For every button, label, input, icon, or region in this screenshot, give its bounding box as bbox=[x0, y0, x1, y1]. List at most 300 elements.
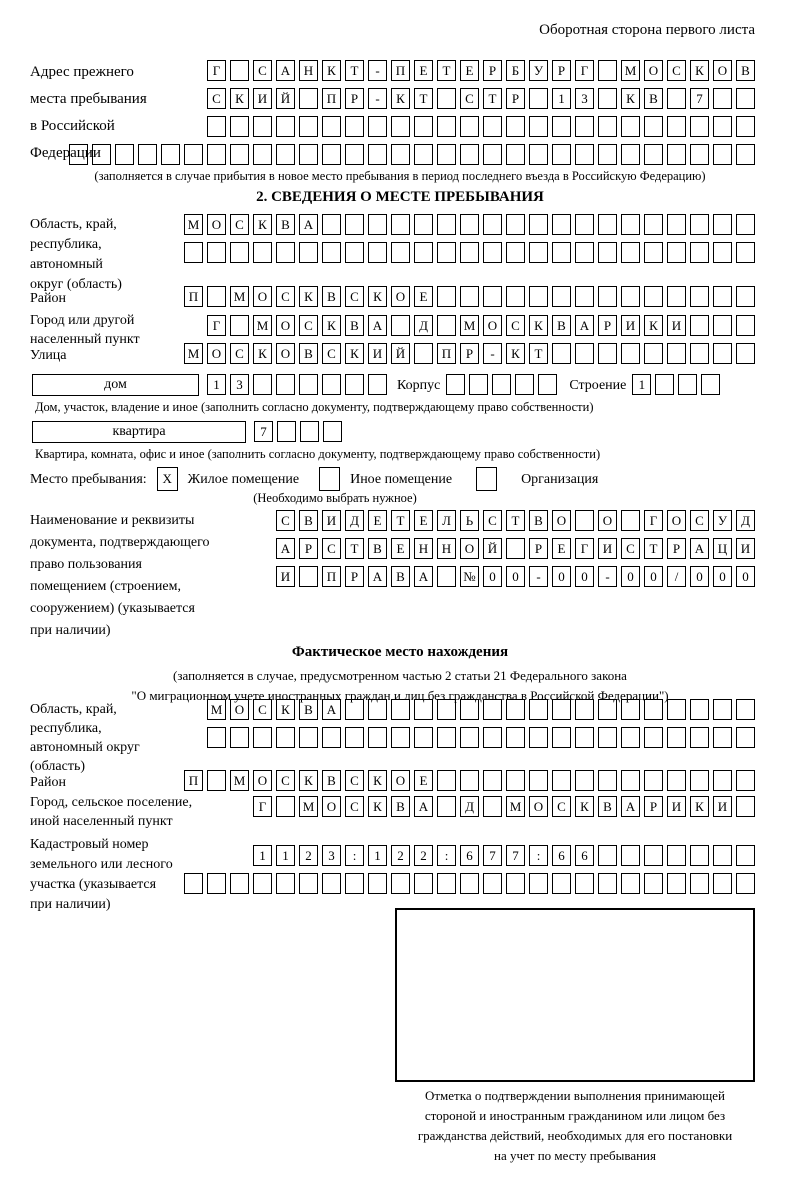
char-cell[interactable] bbox=[391, 699, 410, 720]
char-cell[interactable]: С bbox=[690, 510, 709, 531]
char-cell[interactable] bbox=[414, 873, 433, 894]
char-cell[interactable] bbox=[529, 873, 548, 894]
char-cell[interactable]: Р bbox=[529, 538, 548, 559]
char-cell[interactable] bbox=[299, 144, 318, 165]
char-cell[interactable]: Е bbox=[391, 538, 410, 559]
char-cell[interactable] bbox=[598, 343, 617, 364]
char-cell[interactable] bbox=[299, 566, 318, 587]
char-cell[interactable]: Е bbox=[414, 60, 433, 81]
char-cell[interactable]: Р bbox=[345, 566, 364, 587]
char-cell[interactable]: С bbox=[552, 796, 571, 817]
char-cell[interactable]: П bbox=[391, 60, 410, 81]
char-cell[interactable] bbox=[391, 873, 410, 894]
char-cell[interactable]: О bbox=[276, 343, 295, 364]
char-cell[interactable] bbox=[552, 727, 571, 748]
char-cell[interactable] bbox=[736, 88, 755, 109]
char-cell[interactable] bbox=[575, 510, 594, 531]
apartment-number-cells[interactable] bbox=[254, 421, 342, 442]
char-cell[interactable] bbox=[621, 845, 640, 866]
char-cell[interactable]: О bbox=[529, 796, 548, 817]
char-cell[interactable]: Е bbox=[460, 60, 479, 81]
char-cell[interactable] bbox=[529, 699, 548, 720]
char-cell[interactable]: П bbox=[184, 770, 203, 791]
char-cell[interactable]: - bbox=[598, 566, 617, 587]
char-cell[interactable]: К bbox=[276, 699, 295, 720]
char-cell[interactable] bbox=[736, 343, 755, 364]
char-cell[interactable] bbox=[253, 242, 272, 263]
char-cell[interactable]: К bbox=[529, 315, 548, 336]
char-cell[interactable]: Н bbox=[299, 60, 318, 81]
char-cell[interactable]: К bbox=[253, 343, 272, 364]
char-cell[interactable]: А bbox=[299, 214, 318, 235]
char-cell[interactable]: 6 bbox=[575, 845, 594, 866]
char-cell[interactable]: С bbox=[667, 60, 686, 81]
char-cell[interactable]: М bbox=[230, 770, 249, 791]
char-cell[interactable] bbox=[598, 699, 617, 720]
char-cell[interactable]: К bbox=[368, 286, 387, 307]
char-cell[interactable] bbox=[644, 699, 663, 720]
char-cell[interactable] bbox=[115, 144, 134, 165]
char-cell[interactable] bbox=[552, 116, 571, 137]
char-cell[interactable] bbox=[713, 845, 732, 866]
char-cell[interactable] bbox=[483, 214, 502, 235]
char-cell[interactable] bbox=[207, 286, 226, 307]
char-cell[interactable] bbox=[506, 286, 525, 307]
char-cell[interactable]: Г bbox=[207, 60, 226, 81]
char-cell[interactable]: И bbox=[621, 315, 640, 336]
char-cell[interactable]: Й bbox=[483, 538, 502, 559]
char-cell[interactable] bbox=[529, 770, 548, 791]
char-cell[interactable]: 0 bbox=[713, 566, 732, 587]
char-cell[interactable]: О bbox=[230, 699, 249, 720]
char-cell[interactable]: О bbox=[391, 770, 410, 791]
char-cell[interactable] bbox=[621, 873, 640, 894]
char-cell[interactable] bbox=[598, 286, 617, 307]
char-cell[interactable] bbox=[345, 873, 364, 894]
char-cell[interactable] bbox=[667, 343, 686, 364]
char-cell[interactable] bbox=[575, 214, 594, 235]
char-cell[interactable] bbox=[690, 144, 709, 165]
district-row[interactable] bbox=[184, 286, 755, 307]
char-cell[interactable]: П bbox=[322, 566, 341, 587]
char-cell[interactable] bbox=[345, 727, 364, 748]
char-cell[interactable] bbox=[483, 116, 502, 137]
char-cell[interactable] bbox=[483, 242, 502, 263]
char-cell[interactable] bbox=[368, 873, 387, 894]
char-cell[interactable] bbox=[323, 421, 342, 442]
char-cell[interactable] bbox=[713, 770, 732, 791]
char-cell[interactable] bbox=[345, 214, 364, 235]
char-cell[interactable]: О bbox=[460, 538, 479, 559]
char-cell[interactable]: Г bbox=[575, 60, 594, 81]
char-cell[interactable] bbox=[69, 144, 88, 165]
char-cell[interactable]: К bbox=[391, 88, 410, 109]
char-cell[interactable] bbox=[690, 343, 709, 364]
char-cell[interactable]: О bbox=[713, 60, 732, 81]
char-cell[interactable]: Р bbox=[299, 538, 318, 559]
char-cell[interactable] bbox=[460, 242, 479, 263]
char-cell[interactable]: В bbox=[391, 566, 410, 587]
char-cell[interactable]: Д bbox=[414, 315, 433, 336]
char-cell[interactable]: И bbox=[322, 510, 341, 531]
char-cell[interactable] bbox=[506, 727, 525, 748]
char-cell[interactable] bbox=[621, 343, 640, 364]
char-cell[interactable] bbox=[345, 242, 364, 263]
char-cell[interactable]: Т bbox=[506, 510, 525, 531]
char-cell[interactable] bbox=[598, 873, 617, 894]
char-cell[interactable] bbox=[299, 727, 318, 748]
char-cell[interactable] bbox=[736, 286, 755, 307]
char-cell[interactable]: А bbox=[276, 538, 295, 559]
char-cell[interactable]: Г bbox=[644, 510, 663, 531]
char-cell[interactable] bbox=[529, 116, 548, 137]
apartment-type-box[interactable]: квартира bbox=[32, 421, 246, 443]
char-cell[interactable] bbox=[575, 770, 594, 791]
char-cell[interactable]: М bbox=[207, 699, 226, 720]
char-cell[interactable] bbox=[598, 727, 617, 748]
char-cell[interactable] bbox=[437, 88, 456, 109]
char-cell[interactable]: В bbox=[736, 60, 755, 81]
char-cell[interactable] bbox=[437, 873, 456, 894]
char-cell[interactable] bbox=[460, 214, 479, 235]
char-cell[interactable]: М bbox=[299, 796, 318, 817]
char-cell[interactable] bbox=[575, 286, 594, 307]
char-cell[interactable] bbox=[736, 315, 755, 336]
char-cell[interactable]: 0 bbox=[483, 566, 502, 587]
char-cell[interactable] bbox=[736, 116, 755, 137]
house-number-cells[interactable] bbox=[207, 374, 387, 395]
char-cell[interactable] bbox=[276, 727, 295, 748]
prev-address-row-2[interactable] bbox=[207, 88, 755, 109]
char-cell[interactable]: - bbox=[529, 566, 548, 587]
char-cell[interactable] bbox=[667, 214, 686, 235]
char-cell[interactable] bbox=[736, 873, 755, 894]
char-cell[interactable] bbox=[506, 770, 525, 791]
char-cell[interactable] bbox=[322, 242, 341, 263]
char-cell[interactable]: С bbox=[253, 60, 272, 81]
char-cell[interactable]: К bbox=[345, 343, 364, 364]
char-cell[interactable]: С bbox=[253, 699, 272, 720]
char-cell[interactable] bbox=[437, 144, 456, 165]
char-cell[interactable] bbox=[368, 374, 387, 395]
char-cell[interactable]: А bbox=[276, 60, 295, 81]
char-cell[interactable]: Г bbox=[575, 538, 594, 559]
char-cell[interactable]: 2 bbox=[414, 845, 433, 866]
char-cell[interactable] bbox=[690, 116, 709, 137]
char-cell[interactable] bbox=[644, 873, 663, 894]
char-cell[interactable] bbox=[345, 116, 364, 137]
char-cell[interactable] bbox=[207, 144, 226, 165]
prev-address-row-3[interactable] bbox=[207, 116, 755, 137]
char-cell[interactable] bbox=[299, 116, 318, 137]
char-cell[interactable]: И bbox=[253, 88, 272, 109]
char-cell[interactable]: С bbox=[299, 315, 318, 336]
char-cell[interactable]: П bbox=[437, 343, 456, 364]
char-cell[interactable]: М bbox=[621, 60, 640, 81]
char-cell[interactable] bbox=[253, 727, 272, 748]
char-cell[interactable] bbox=[506, 144, 525, 165]
char-cell[interactable] bbox=[713, 242, 732, 263]
char-cell[interactable] bbox=[460, 699, 479, 720]
char-cell[interactable]: Т bbox=[391, 510, 410, 531]
char-cell[interactable]: И bbox=[598, 538, 617, 559]
char-cell[interactable] bbox=[644, 727, 663, 748]
char-cell[interactable] bbox=[598, 60, 617, 81]
char-cell[interactable]: О bbox=[667, 510, 686, 531]
char-cell[interactable]: Р bbox=[667, 538, 686, 559]
char-cell[interactable] bbox=[621, 727, 640, 748]
char-cell[interactable]: - bbox=[368, 60, 387, 81]
char-cell[interactable]: А bbox=[690, 538, 709, 559]
char-cell[interactable] bbox=[414, 343, 433, 364]
char-cell[interactable]: Р bbox=[460, 343, 479, 364]
char-cell[interactable] bbox=[598, 770, 617, 791]
char-cell[interactable]: Л bbox=[437, 510, 456, 531]
al-city-row[interactable] bbox=[253, 796, 755, 817]
char-cell[interactable] bbox=[345, 144, 364, 165]
char-cell[interactable]: С bbox=[460, 88, 479, 109]
char-cell[interactable]: А bbox=[414, 566, 433, 587]
char-cell[interactable]: В bbox=[322, 770, 341, 791]
char-cell[interactable]: О bbox=[253, 770, 272, 791]
stroenie-cells[interactable] bbox=[632, 374, 720, 395]
prev-address-row-4[interactable] bbox=[69, 144, 755, 165]
char-cell[interactable] bbox=[460, 727, 479, 748]
char-cell[interactable]: Й bbox=[276, 88, 295, 109]
char-cell[interactable]: В bbox=[299, 510, 318, 531]
char-cell[interactable]: 1 bbox=[276, 845, 295, 866]
char-cell[interactable] bbox=[575, 873, 594, 894]
char-cell[interactable] bbox=[644, 286, 663, 307]
doc-row-1[interactable] bbox=[276, 510, 755, 531]
char-cell[interactable] bbox=[690, 699, 709, 720]
char-cell[interactable]: Т bbox=[345, 538, 364, 559]
char-cell[interactable]: 6 bbox=[552, 845, 571, 866]
char-cell[interactable] bbox=[598, 242, 617, 263]
char-cell[interactable]: Р bbox=[644, 796, 663, 817]
char-cell[interactable] bbox=[253, 374, 272, 395]
char-cell[interactable] bbox=[414, 116, 433, 137]
char-cell[interactable]: Г bbox=[253, 796, 272, 817]
char-cell[interactable] bbox=[161, 144, 180, 165]
region-row-1[interactable] bbox=[184, 214, 755, 235]
char-cell[interactable] bbox=[644, 845, 663, 866]
char-cell[interactable] bbox=[368, 727, 387, 748]
char-cell[interactable]: Р bbox=[552, 60, 571, 81]
char-cell[interactable]: С bbox=[230, 214, 249, 235]
checkbox-dwelling[interactable]: X bbox=[157, 467, 178, 491]
char-cell[interactable] bbox=[437, 699, 456, 720]
char-cell[interactable]: 1 bbox=[552, 88, 571, 109]
char-cell[interactable]: В bbox=[345, 315, 364, 336]
char-cell[interactable]: К bbox=[690, 60, 709, 81]
char-cell[interactable]: : bbox=[345, 845, 364, 866]
char-cell[interactable] bbox=[621, 510, 640, 531]
char-cell[interactable] bbox=[300, 421, 319, 442]
char-cell[interactable]: С bbox=[230, 343, 249, 364]
char-cell[interactable]: : bbox=[437, 845, 456, 866]
char-cell[interactable] bbox=[299, 873, 318, 894]
char-cell[interactable]: П bbox=[184, 286, 203, 307]
char-cell[interactable] bbox=[368, 242, 387, 263]
char-cell[interactable] bbox=[575, 699, 594, 720]
char-cell[interactable] bbox=[446, 374, 465, 395]
char-cell[interactable] bbox=[207, 873, 226, 894]
char-cell[interactable] bbox=[230, 727, 249, 748]
char-cell[interactable] bbox=[598, 845, 617, 866]
char-cell[interactable] bbox=[552, 214, 571, 235]
char-cell[interactable] bbox=[552, 699, 571, 720]
char-cell[interactable] bbox=[460, 116, 479, 137]
char-cell[interactable] bbox=[230, 315, 249, 336]
char-cell[interactable] bbox=[368, 116, 387, 137]
char-cell[interactable] bbox=[713, 315, 732, 336]
char-cell[interactable]: И bbox=[736, 538, 755, 559]
char-cell[interactable] bbox=[391, 315, 410, 336]
char-cell[interactable]: Т bbox=[437, 60, 456, 81]
char-cell[interactable] bbox=[506, 538, 525, 559]
char-cell[interactable]: К bbox=[253, 214, 272, 235]
char-cell[interactable]: В bbox=[322, 286, 341, 307]
char-cell[interactable]: 3 bbox=[322, 845, 341, 866]
checkbox-other-premises[interactable] bbox=[319, 467, 340, 491]
char-cell[interactable]: Ь bbox=[460, 510, 479, 531]
char-cell[interactable] bbox=[552, 286, 571, 307]
char-cell[interactable]: А bbox=[414, 796, 433, 817]
char-cell[interactable] bbox=[690, 242, 709, 263]
char-cell[interactable]: С bbox=[207, 88, 226, 109]
char-cell[interactable] bbox=[621, 770, 640, 791]
char-cell[interactable]: О bbox=[276, 315, 295, 336]
char-cell[interactable] bbox=[667, 116, 686, 137]
char-cell[interactable]: К bbox=[299, 286, 318, 307]
char-cell[interactable] bbox=[538, 374, 557, 395]
char-cell[interactable] bbox=[506, 116, 525, 137]
char-cell[interactable]: Т bbox=[644, 538, 663, 559]
char-cell[interactable] bbox=[207, 770, 226, 791]
char-cell[interactable]: Е bbox=[414, 286, 433, 307]
char-cell[interactable] bbox=[598, 214, 617, 235]
char-cell[interactable]: 3 bbox=[575, 88, 594, 109]
char-cell[interactable] bbox=[391, 214, 410, 235]
char-cell[interactable]: Т bbox=[483, 88, 502, 109]
char-cell[interactable]: 0 bbox=[621, 566, 640, 587]
char-cell[interactable]: О bbox=[207, 343, 226, 364]
char-cell[interactable] bbox=[322, 214, 341, 235]
char-cell[interactable] bbox=[230, 144, 249, 165]
char-cell[interactable] bbox=[621, 116, 640, 137]
char-cell[interactable]: Г bbox=[207, 315, 226, 336]
char-cell[interactable] bbox=[483, 770, 502, 791]
char-cell[interactable] bbox=[253, 873, 272, 894]
char-cell[interactable]: К bbox=[690, 796, 709, 817]
char-cell[interactable] bbox=[184, 242, 203, 263]
char-cell[interactable] bbox=[529, 88, 548, 109]
char-cell[interactable] bbox=[276, 144, 295, 165]
char-cell[interactable]: С bbox=[483, 510, 502, 531]
char-cell[interactable] bbox=[575, 343, 594, 364]
house-type-box[interactable]: дом bbox=[32, 374, 199, 396]
char-cell[interactable] bbox=[345, 374, 364, 395]
char-cell[interactable]: : bbox=[529, 845, 548, 866]
street-row[interactable] bbox=[184, 343, 755, 364]
char-cell[interactable]: В bbox=[644, 88, 663, 109]
char-cell[interactable]: 1 bbox=[207, 374, 226, 395]
char-cell[interactable] bbox=[207, 242, 226, 263]
char-cell[interactable]: Д bbox=[345, 510, 364, 531]
char-cell[interactable] bbox=[391, 116, 410, 137]
char-cell[interactable]: О bbox=[391, 286, 410, 307]
cadastral-row-1[interactable] bbox=[253, 845, 755, 866]
char-cell[interactable]: А bbox=[621, 796, 640, 817]
checkbox-organization[interactable] bbox=[476, 467, 497, 491]
char-cell[interactable] bbox=[713, 873, 732, 894]
char-cell[interactable] bbox=[460, 770, 479, 791]
char-cell[interactable] bbox=[644, 116, 663, 137]
char-cell[interactable] bbox=[736, 144, 755, 165]
char-cell[interactable] bbox=[701, 374, 720, 395]
char-cell[interactable] bbox=[667, 845, 686, 866]
char-cell[interactable]: О bbox=[207, 214, 226, 235]
char-cell[interactable] bbox=[690, 214, 709, 235]
char-cell[interactable] bbox=[483, 699, 502, 720]
char-cell[interactable] bbox=[575, 242, 594, 263]
cadastral-row-2[interactable] bbox=[184, 873, 755, 894]
char-cell[interactable]: Д bbox=[736, 510, 755, 531]
char-cell[interactable] bbox=[621, 242, 640, 263]
char-cell[interactable]: М bbox=[460, 315, 479, 336]
char-cell[interactable]: М bbox=[230, 286, 249, 307]
char-cell[interactable] bbox=[207, 116, 226, 137]
char-cell[interactable] bbox=[667, 144, 686, 165]
korpus-cells[interactable] bbox=[446, 374, 557, 395]
char-cell[interactable]: В bbox=[598, 796, 617, 817]
char-cell[interactable] bbox=[437, 242, 456, 263]
char-cell[interactable] bbox=[552, 242, 571, 263]
char-cell[interactable]: 0 bbox=[506, 566, 525, 587]
char-cell[interactable] bbox=[299, 242, 318, 263]
char-cell[interactable]: К bbox=[322, 60, 341, 81]
char-cell[interactable]: 0 bbox=[552, 566, 571, 587]
char-cell[interactable] bbox=[690, 873, 709, 894]
char-cell[interactable] bbox=[230, 873, 249, 894]
char-cell[interactable] bbox=[667, 88, 686, 109]
char-cell[interactable]: Н bbox=[414, 538, 433, 559]
char-cell[interactable] bbox=[736, 845, 755, 866]
char-cell[interactable] bbox=[414, 242, 433, 263]
char-cell[interactable] bbox=[575, 727, 594, 748]
char-cell[interactable] bbox=[299, 88, 318, 109]
char-cell[interactable]: М bbox=[253, 315, 272, 336]
char-cell[interactable] bbox=[437, 796, 456, 817]
char-cell[interactable] bbox=[621, 214, 640, 235]
char-cell[interactable] bbox=[713, 214, 732, 235]
char-cell[interactable]: 1 bbox=[632, 374, 651, 395]
city-row[interactable] bbox=[207, 315, 755, 336]
char-cell[interactable] bbox=[391, 242, 410, 263]
char-cell[interactable] bbox=[253, 144, 272, 165]
char-cell[interactable] bbox=[483, 796, 502, 817]
char-cell[interactable]: Ц bbox=[713, 538, 732, 559]
char-cell[interactable] bbox=[92, 144, 111, 165]
char-cell[interactable] bbox=[575, 144, 594, 165]
char-cell[interactable] bbox=[414, 214, 433, 235]
char-cell[interactable]: О bbox=[598, 510, 617, 531]
char-cell[interactable]: К bbox=[644, 315, 663, 336]
char-cell[interactable]: В bbox=[391, 796, 410, 817]
char-cell[interactable]: 7 bbox=[690, 88, 709, 109]
char-cell[interactable] bbox=[276, 796, 295, 817]
